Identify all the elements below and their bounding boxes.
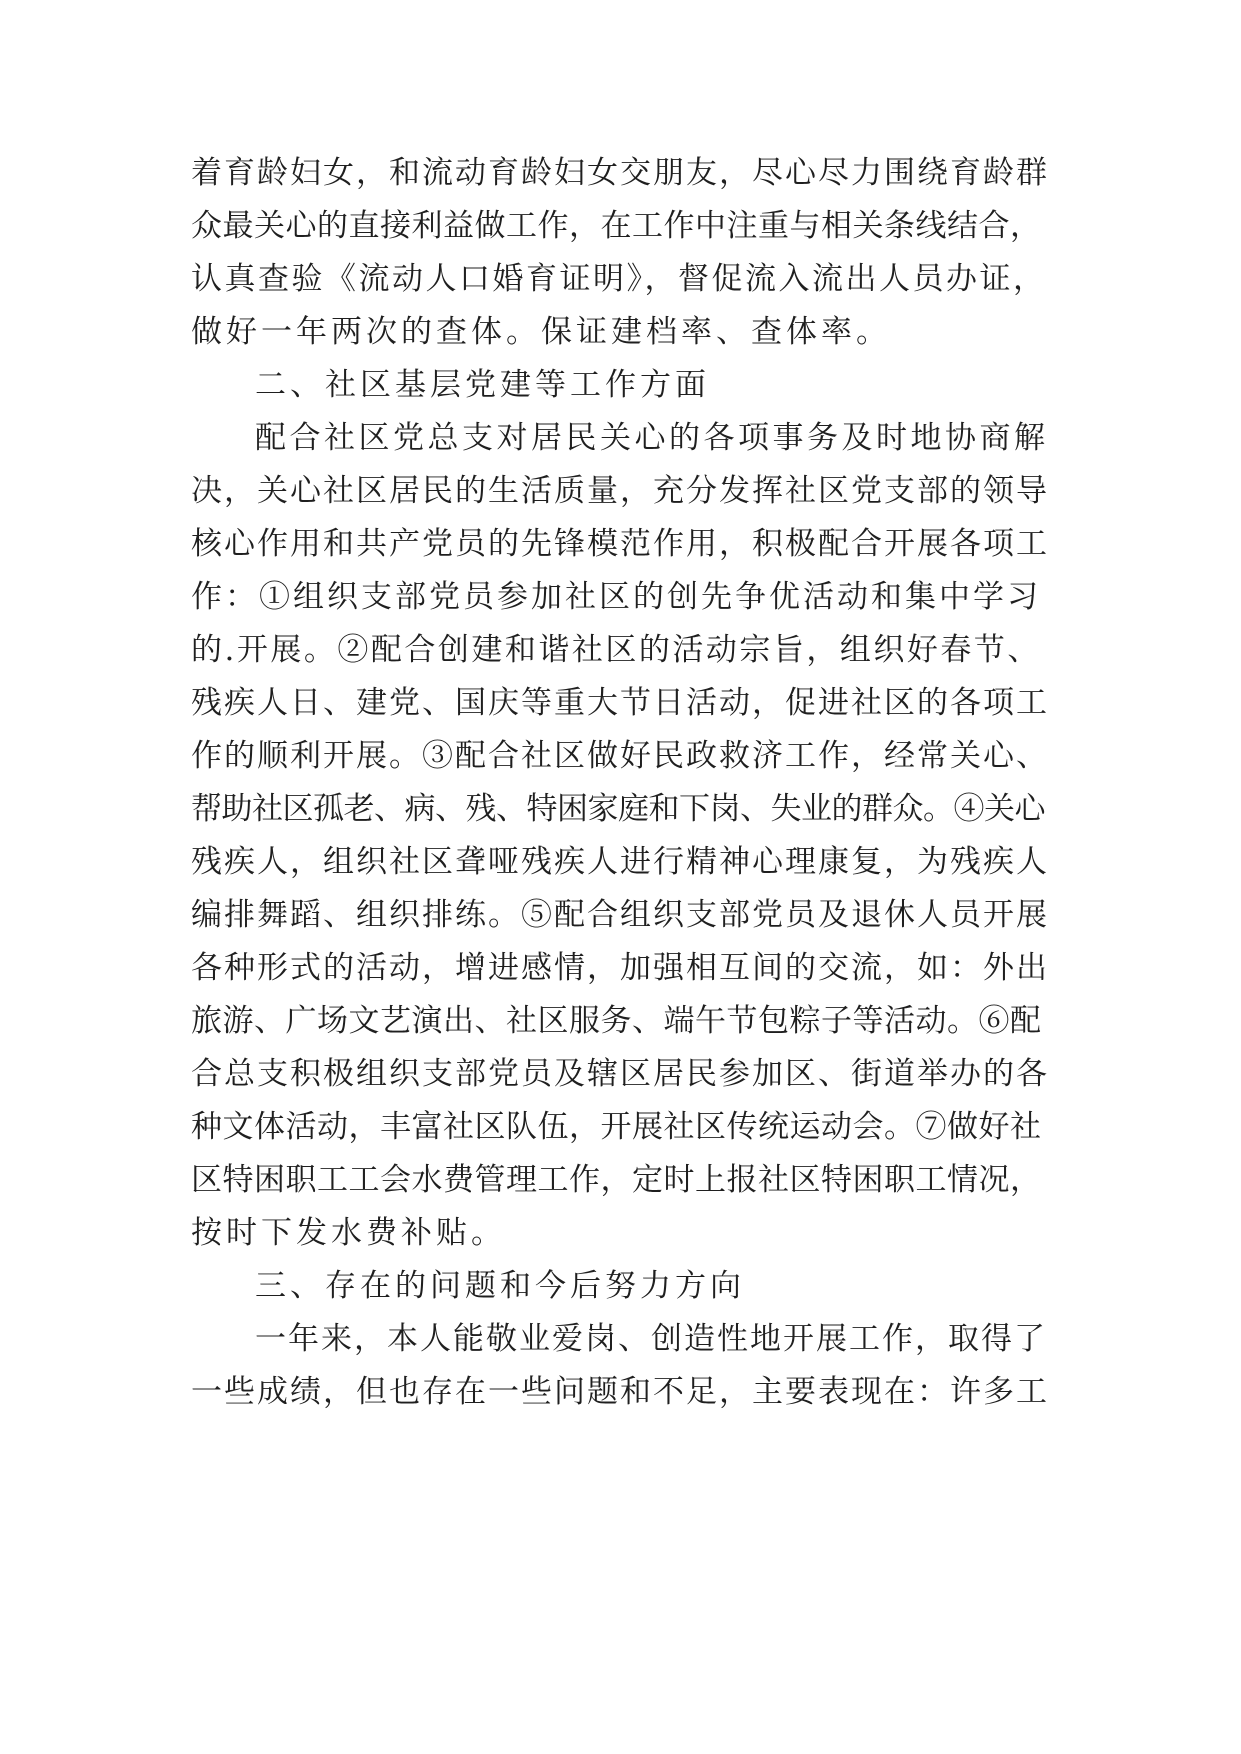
paragraph-line-13: 帮助社区孤老、病、残、特困家庭和下岗、失业的群众。④关心 (191, 791, 1045, 827)
paragraph-line-9: 作：①组织支部党员参加社区的创先争优活动和集中学习 (191, 579, 1041, 615)
paragraph-line-6: 配合社区党总支对居民关心的各项事务及时地协商解 (255, 420, 1049, 456)
paragraph-line-10: 的.开展。②配合创建和谐社区的活动宗旨，组织好春节、 (191, 632, 1041, 668)
paragraph-line-4: 做好一年两次的查体。保证建档率、查体率。 (191, 314, 891, 350)
paragraph-line-18: 合总支积极组织支部党员及辖区居民参加区、街道举办的各 (191, 1056, 1049, 1092)
paragraph-line-17: 旅游、广场文艺演出、社区服务、端午节包粽子等活动。⑥配 (191, 1003, 1042, 1039)
paragraph-line-16: 各种形式的活动，增进感情，加强相互间的交流，如：外出 (191, 950, 1049, 986)
paragraph-line-23: 一年来，本人能敬业爱岗、创造性地开展工作，取得了 (255, 1321, 1047, 1357)
section-heading-3: 三、存在的问题和今后努力方向 (255, 1268, 745, 1304)
paragraph-line-19: 种文体活动，丰富社区队伍，开展社区传统运动会。⑦做好社 (191, 1109, 1042, 1145)
paragraph-line-21: 按时下发水费补贴。 (191, 1215, 506, 1251)
paragraph-line-11: 残疾人日、建党、国庆等重大节日活动，促进社区的各项工 (191, 685, 1049, 721)
paragraph-line-24: 一些成绩，但也存在一些问题和不足，主要表现在：许多工 (191, 1374, 1049, 1410)
paragraph-line-20: 区特困职工工会水费管理工作，定时上报社区特困职工情况， (191, 1162, 1042, 1198)
paragraph-line-12: 作的顺利开展。③配合社区做好民政救济工作，经常关心、 (191, 738, 1049, 774)
paragraph-line-2: 众最关心的直接利益做工作，在工作中注重与相关条线结合， (191, 208, 1042, 244)
paragraph-line-7: 决，关心社区居民的生活质量，充分发挥社区党支部的领导 (191, 473, 1049, 509)
paragraph-line-15: 编排舞蹈、组织排练。⑤配合组织支部党员及退休人员开展 (191, 897, 1049, 933)
paragraph-line-3: 认真查验《流动人口婚育证明》，督促流入流出人员办证， (191, 261, 1047, 297)
paragraph-line-8: 核心作用和共产党员的先锋模范作用，积极配合开展各项工 (191, 526, 1049, 562)
paragraph-line-14: 残疾人，组织社区聋哑残疾人进行精神心理康复，为残疾人 (191, 844, 1049, 880)
section-heading-2: 二、社区基层党建等工作方面 (255, 367, 710, 403)
paragraph-line-1: 着育龄妇女，和流动育龄妇女交朋友，尽心尽力围绕育龄群 (191, 155, 1049, 191)
